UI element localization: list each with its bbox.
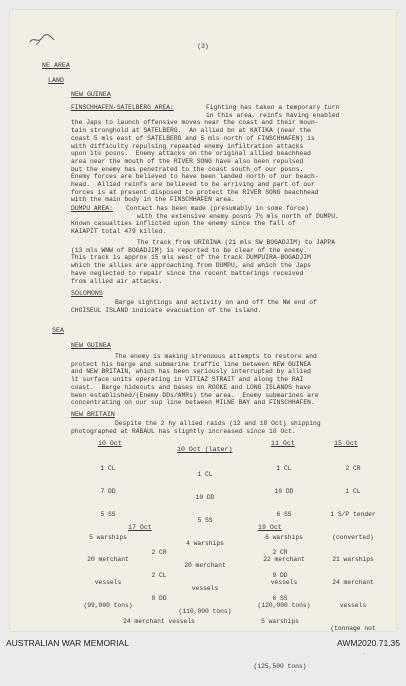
shipping-item: 4 warships (186, 539, 224, 547)
shipping-date-header: 10 Oct (later) (177, 446, 233, 453)
shipping-item: 1 CL (276, 465, 292, 473)
shipping-date-header: 11 Oct (271, 440, 295, 447)
footer-reference: AWM2020.71.35 (337, 638, 400, 648)
shipping-item: 2 CR (345, 465, 361, 473)
dumpu-line: Contact has been made (presumably in some force) (126, 205, 309, 212)
dumpu-line: KAIAPIT total 479 killed. (71, 228, 167, 236)
sea-nb-line: Despite the 2 hy allied raids (12 and 18 Oct) shipping (115, 420, 321, 427)
finsch-line: area near the mouth of the RIVER SONG have also been repulsed (71, 157, 304, 165)
shipping-item: 10 DD (195, 493, 215, 501)
shipping-item: 5 warships (261, 617, 299, 625)
shipping-column (230, 534, 330, 686)
shipping-date-header: 19 Oct (258, 524, 282, 531)
sea-ng-line: concentrating on our sup line between MILNE BAY and FINSCHHAFEN. (71, 399, 315, 407)
shipping-item: 20 merchant (184, 562, 226, 570)
shipping-date-header: 17 Oct (128, 524, 152, 531)
shipping-item: 10 DD (274, 487, 294, 495)
track-line: The track from URIGINA (21 mls SW BOGADJIM) to JAPPA (137, 239, 336, 246)
shipping-item: 1 CL (197, 471, 213, 479)
heading-land: LAND (48, 77, 64, 84)
page-number: (3) (197, 43, 209, 50)
shipping-item: (125,500 tons) (253, 663, 307, 671)
finsch-label: FINSCHHAFEN-SATELBERG AREA: (71, 104, 174, 111)
finsch-line: forces is at present disposed to protect the RIVER SONG beachhead (71, 188, 319, 196)
sea-ng-line: coast. Barge hideouts and bases on ROOKE and LONG ISLANDS have (71, 383, 311, 391)
finsch-line: Enemy forces are believed to have been landed north of our beach- (71, 173, 319, 181)
shipping-item: vessels (339, 601, 367, 609)
finsch-line: Fighting has taken a temporary turn (206, 104, 340, 111)
shipping-item: 2 CL (151, 571, 167, 579)
shipping-item: (tonnage not (330, 624, 376, 632)
heading-sea: SEA (52, 327, 64, 334)
finsch-line: tain stronghold at SATELBERG. An allied bn at KATIKA (near the (71, 127, 311, 135)
shipping-item: 6 SS (276, 510, 292, 518)
track-line: which the allies are approaching from DUMPU, and which the Japs (71, 262, 311, 270)
sea-ng-line: been established/(Enemy DDs/AMRs) the area. Enemy submarines are (71, 391, 319, 399)
shipping-item: vessels (270, 579, 298, 587)
shipping-item: 22 merchant (263, 556, 305, 564)
shipping-item: 5 SS (197, 516, 213, 524)
shipping-date-header: 15 Oct (334, 440, 358, 447)
sea-ng-line: The enemy is making strenuous attempts to restore and (115, 353, 317, 360)
heading-new-guinea-sea: NEW GUINEA (71, 342, 111, 349)
shipping-item: 9 DD (151, 594, 167, 602)
finsch-line: with difficulty repulsing repeated enemy infiltration attacks (71, 142, 304, 150)
shipping-item: vessels (94, 579, 122, 587)
solomons-line: Barge sightings and activity on and off the NW end of (115, 299, 317, 306)
shipping-item: 24 merchant (332, 579, 374, 587)
shipping-item: (99,000 tons) (83, 601, 133, 609)
track-line: (13 mls WNW of BOGADJIM) is reported to be clear of the enemy. (71, 246, 308, 254)
finsch-line: but the enemy has penetrated to the coast south of our posns. (71, 165, 304, 173)
shipping-item: 24 merchant vessels (123, 617, 195, 625)
shipping-item: vessels (191, 585, 219, 593)
heading-ne-area: NE AREA (42, 62, 70, 69)
shipping-item: 1 CL (100, 465, 116, 473)
sea-ng-line: and NEW BRITAIN, which has been seriously interrupted by allied (71, 368, 311, 376)
heading-new-guinea-land: NEW GUINEA (71, 91, 111, 98)
dumpu-label: DUMPU AREA: (71, 205, 113, 212)
sea-nb-line: photographed at RABAUL has slightly increased since 10 Oct. (71, 427, 296, 435)
finsch-line: upon its posns. Enemy attacks on the original allied beachhead (71, 150, 311, 158)
finsch-line: head. Allied reinfs are believed to be arriving and part of our (71, 181, 315, 188)
solomons-line: CHOISEUL ISLAND indicate evacuation of the island. (71, 306, 262, 314)
finsch-line: coast 5 mls east of SATELBERG and 5 mls north of FINSCHHAFEN) is (71, 134, 315, 142)
shipping-item: 1 CL (345, 487, 361, 495)
dumpu-line: with the extensive enemy posns 7½ mls north of DUMPU. (137, 212, 339, 220)
shipping-date-header: 10 Oct (98, 440, 122, 447)
sea-ng-line: lt surface units operating in VITIAZ STRAIT and along the RAI (71, 376, 304, 384)
sea-ng-line: protect his barge and submarine traffic line between NEW GUINEA (71, 360, 311, 368)
footer-institution: AUSTRALIAN WAR MEMORIAL (6, 638, 129, 648)
shipping-item: 20 merchant (87, 556, 129, 564)
shipping-item: 6 warships (265, 533, 303, 541)
heading-new-britain: NEW BRITAIN (71, 411, 115, 418)
heading-solomons: SOLOMONS (71, 290, 103, 297)
shipping-item: 6 SS (272, 594, 288, 602)
shipping-item: 5 SS (100, 510, 116, 518)
archive-footer (0, 633, 406, 653)
track-line: This track is approx 15 mls west of the track DUMPUIRA-BOGADJIM (71, 254, 311, 262)
shipping-item: 7 DD (100, 487, 116, 495)
track-line: from allied air attacks. (71, 277, 163, 285)
shipping-item: 2 CR (151, 549, 167, 557)
finsch-line: with the main body in the FINSCHHAFEN area. (71, 196, 235, 204)
shipping-item: (converted) (332, 533, 374, 541)
shipping-item: 21 warships (332, 556, 374, 564)
shipping-item: (120,000 tons) (257, 601, 311, 609)
shipping-item: 9 DD (272, 571, 288, 579)
track-line: have neglected to repair since the recent batterings received (71, 269, 304, 277)
shipping-item: 5 warships (89, 533, 127, 541)
shipping-item: 2 CR (272, 549, 288, 557)
shipping-item: 1 S/P tender (330, 510, 376, 518)
dumpu-line: Known casualties inflicted upon the enemy since the fall of (71, 220, 296, 228)
finsch-line: in this area, reinfs having enabled (206, 111, 340, 119)
finsch-line: the Japs to launch offensive moves near the coast and their moun- (71, 119, 319, 127)
shipping-item: (110,000 tons) (178, 607, 232, 615)
